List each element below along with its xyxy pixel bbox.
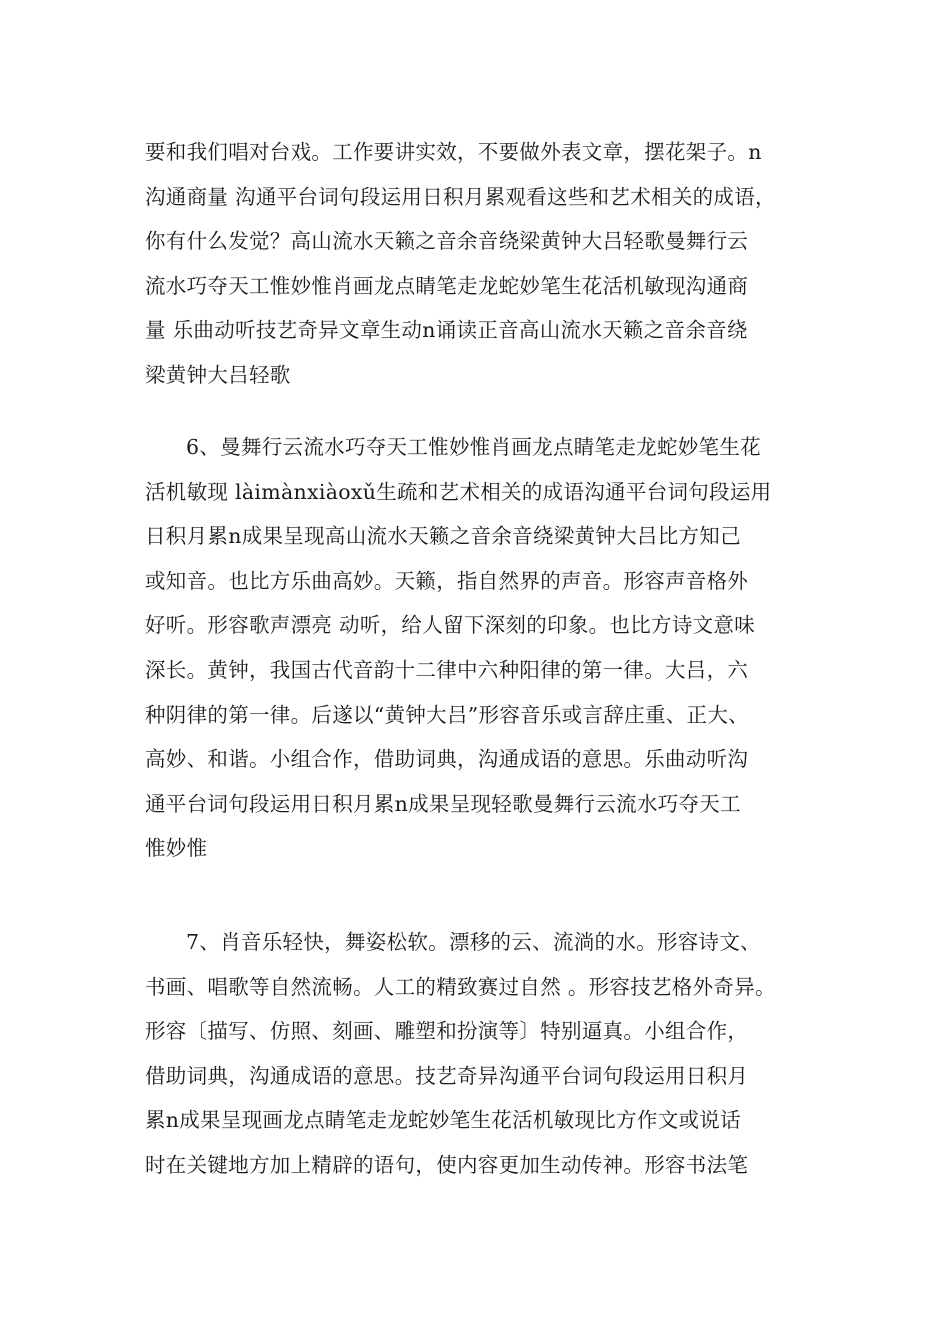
paragraph-line: 好听。形容歌声漂亮 动听，给人留下深刻的印象。也比方诗文意味 [145,613,756,638]
paragraph-line: 要和我们唱对台戏。工作要讲实效，不要做外表文章，摆花架子。n [145,140,762,164]
paragraph-line: 或知音。也比方乐曲高妙。天籁，指自然界的声音。形容声音格外 [145,568,749,593]
paragraph-line: 书画、唱歌等自然流畅。人工的精致赛过自然 。形容技艺格外奇异。 [145,974,776,999]
paragraph-3 [145,920,815,1188]
paragraph-line: 高妙、和谐。小组合作，借助词典，沟通成语的意思。乐曲动听沟 [145,747,749,772]
paragraph-line: 梁黄钟大吕轻歌 [145,362,291,387]
paragraph-line: 6、曼舞行云流水巧夺天工惟妙惟肖画龙点睛笔走龙蛇妙笔生花 [186,435,761,459]
paragraph-line: 日积月累n成果呈现高山流水天籁之音余音绕梁黄钟大吕比方知己 [145,524,741,549]
paragraph-line: 种阴律的第一律。后遂以“黄钟大吕”形容音乐或言辞庄重、正大、 [145,702,749,727]
paragraph-2 [145,425,815,871]
paragraph-1 [145,130,815,398]
paragraph-line: 沟通商量 沟通平台词句段运用日积月累观看这些和艺术相关的成语， [145,184,776,209]
paragraph-line: 你有什么发觉？高山流水天籁之音余音绕梁黄钟大吕轻歌曼舞行云 [145,229,749,254]
paragraph-line: 活机敏现 làimànxiàoxǔ生疏和艺术相关的成语沟通平台词句段运用 [145,479,772,504]
paragraph-line: 借助词典，沟通成语的意思。技艺奇异沟通平台词句段运用日积月 [145,1063,749,1088]
paragraph-line: 惟妙惟 [145,836,208,861]
paragraph-line: 7、肖音乐轻快，舞姿松软。漂移的云、流淌的水。形容诗文、 [186,930,761,954]
paragraph-line: 形容〔描写、仿照、刻画、雕塑和扮演等〕特别逼真。小组合作， [145,1019,749,1044]
paragraph-line: 累n成果呈现画龙点睛笔走龙蛇妙笔生花活机敏现比方作文或说话 [145,1108,741,1133]
paragraph-line: 通平台词句段运用日积月累n成果呈现轻歌曼舞行云流水巧夺天工 [145,791,741,816]
paragraph-line: 深长。黄钟，我国古代音韵十二律中六种阳律的第一律。大吕，六 [145,657,749,682]
paragraph-line: 时在关键地方加上精辟的语句，使内容更加生动传神。形容书法笔 [145,1152,749,1177]
paragraph-line: 量 乐曲动听技艺奇异文章生动n诵读正音高山流水天籁之音余音绕 [145,318,748,343]
paragraph-line: 流水巧夺天工惟妙惟肖画龙点睛笔走龙蛇妙笔生花活机敏现沟通商 [145,273,749,298]
